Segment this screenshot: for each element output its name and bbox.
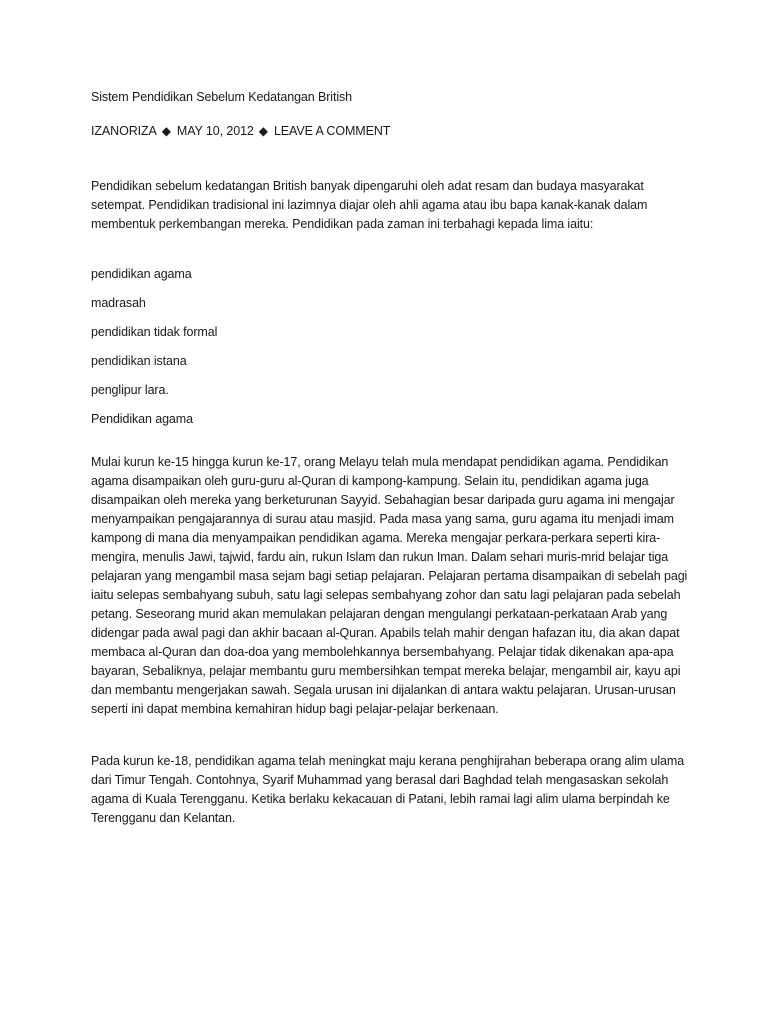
leave-comment-link[interactable]: LEAVE A COMMENT — [273, 124, 391, 138]
list-item: pendidikan agama — [91, 267, 192, 281]
diamond-icon: ◆ — [258, 124, 268, 138]
list-item: madrasah — [91, 296, 146, 310]
list-item: pendidikan istana — [91, 354, 187, 368]
list-item: Pendidikan agama — [91, 412, 193, 426]
list-item: penglipur lara. — [91, 383, 169, 397]
body-paragraph: Pada kurun ke-18, pendidikan agama telah meningkat maju kerana penghijrahan beberapa orang alim ulama dari Timur Tengah. Contohnya, Syarif Muhammad yang berasal dari Baghdad telah mengasaskan sekolah agama di Kuala Terengganu. Ketika berlaku kekacauan di Patani, lebih ramai lagi alim ulama berpindah ke Terengganu dan Kelantan. — [91, 754, 685, 825]
list-item: pendidikan tidak formal — [91, 325, 218, 339]
document-title: Sistem Pendidikan Sebelum Kedatangan British — [91, 90, 353, 104]
post-meta — [91, 122, 691, 141]
post-date: MAY 10, 2012 — [176, 124, 254, 138]
body-paragraph: Mulai kurun ke-15 hingga kurun ke-17, orang Melayu telah mula mendapat pendidikan agama. Pendidikan agama disampaikan oleh guru-guru al-Quran di kampong-kampung. Selain itu, pendidikan agama juga disampaikan oleh mereka yang berketurunan Sayyid. Sebahagian besar daripada guru agama ini mengajar menyampaikan pengajarannya di surau atau masjid. Pada masa yang sama, guru agama itu menjadi imam kampong di mana dia menyampaikan pendidikan agama. Mereka mengajar perkara-perkara seperti kira-mengira, menulis Jawi, tajwid, fardu ain, rukun Islam dan rukun Iman. Dalam sehari muris-mrid belajar tiga pelajaran yang mengambil masa sejam bagi setiap pelajaran. Pelajaran pertama disampaikan di sebelah pagi iaitu selepas sembahyang subuh, satu lagi selepas sembahyang zohor dan satu lagi pelajaran pada sebelah petang. Seseorang murid akan memulakan pelajaran dengan mengulangi perkataan-perkataan Arab yang didengar pada awal pagi dan akhir bacaan al-Quran. Apabils telah mahir dengan hafazan itu, dia akan dapat membaca al-Quran dan doa-doa yang membolehkannya bersembahyang. Pelajar tidak dikenakan apa-apa bayaran, Sebaliknya, pelajar membantu guru membersihkan tempat mereka belajar, mengambil air, kayu api dan membantu mengerjakan sawah. Segala urusan ini dijalankan di antara waktu pelajaran. Urusan-urusan seperti ini dapat membina kemahiran hidup bagi pelajar-pelajar berkenaan. — [91, 455, 688, 716]
education-types-list — [91, 265, 691, 429]
author-link[interactable]: IZANORIZA — [91, 124, 157, 138]
intro-paragraph: Pendidikan sebelum kedatangan British banyak dipengaruhi oleh adat resam dan budaya masyarakat setempat. Pendidikan tradisional ini lazimnya diajar oleh ahli agama atau ibu bapa kanak-kanak dalam membentuk perkembangan mereka. Pendidikan pada zaman ini terbahagi kepada lima iaitu: — [91, 179, 648, 231]
document-body — [91, 88, 691, 828]
diamond-icon: ◆ — [161, 124, 171, 138]
